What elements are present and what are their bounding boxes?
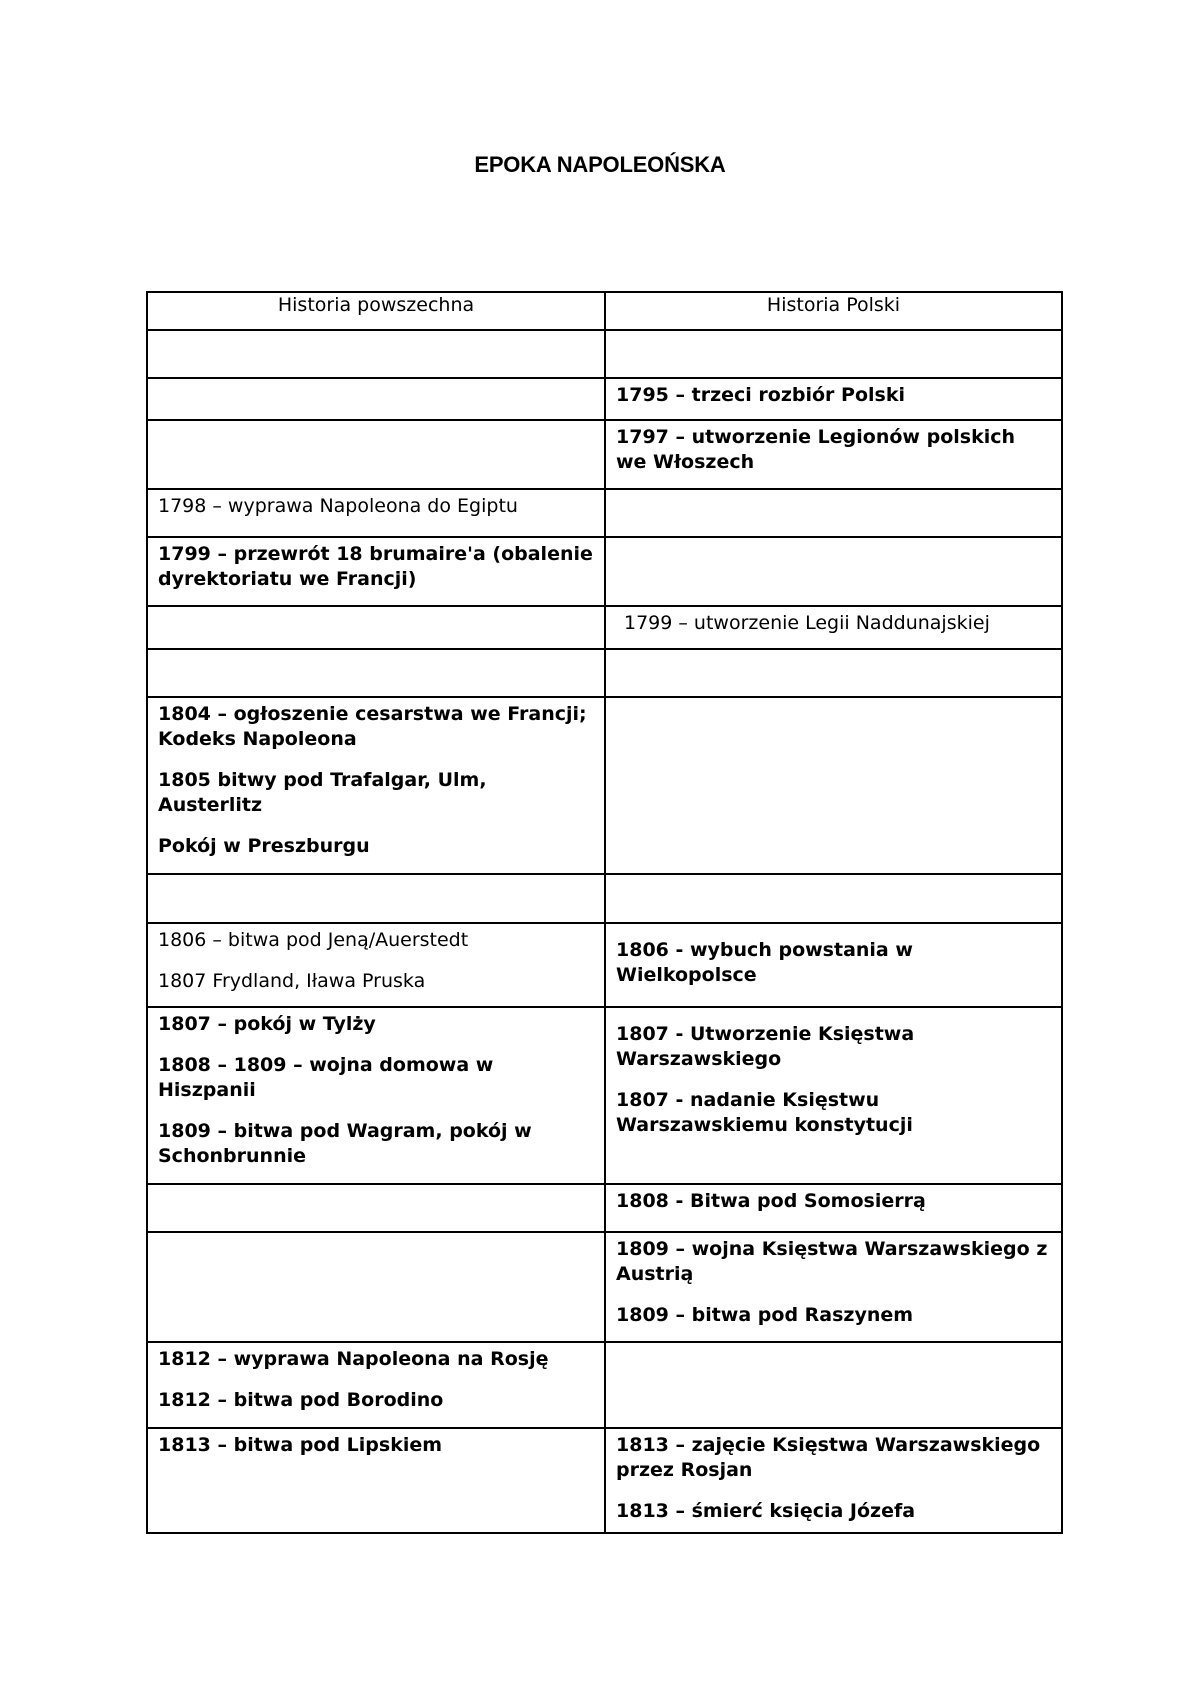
table-row — [147, 1428, 1062, 1533]
cell-polish-history — [605, 1232, 1062, 1342]
event-entry: 1797 – utworzenie Legionów polskich we Włoszech — [616, 426, 1015, 473]
cell-polish-history — [605, 923, 1062, 1007]
event-entry: 1808 - Bitwa pod Somosierrą — [616, 1190, 926, 1212]
cell-world-history — [147, 330, 605, 378]
event-entry: 1799 – przewrót 18 brumaire'a (obalenie dyrektoriatu we Francji) — [158, 543, 593, 590]
event-entry: 1807 – pokój w Tylży — [158, 1013, 376, 1035]
cell-world-history — [147, 606, 605, 649]
cell-polish-history — [605, 697, 1062, 874]
header-world-history: Historia powszechna — [147, 292, 605, 330]
table-row — [147, 378, 1062, 420]
table-row — [147, 649, 1062, 697]
cell-world-history — [147, 1007, 605, 1184]
table-row — [147, 1007, 1062, 1184]
table-row — [147, 1342, 1062, 1428]
cell-world-history — [147, 537, 605, 606]
cell-world-history — [147, 1184, 605, 1232]
cell-polish-history — [605, 378, 1062, 420]
cell-polish-history — [605, 874, 1062, 923]
timeline-table — [146, 291, 1063, 1534]
event-entry: 1812 – bitwa pod Borodino — [158, 1389, 444, 1411]
cell-polish-history — [605, 606, 1062, 649]
cell-world-history — [147, 1342, 605, 1428]
table-row — [147, 1184, 1062, 1232]
cell-polish-history — [605, 1007, 1062, 1184]
event-entry: 1809 – bitwa pod Wagram, pokój w Schonbrunnie — [158, 1120, 532, 1167]
event-entry: 1813 – bitwa pod Lipskiem — [158, 1434, 443, 1456]
event-entry: 1808 – 1809 – wojna domowa w Hiszpanii — [158, 1054, 494, 1101]
table-row — [147, 330, 1062, 378]
table-row — [147, 606, 1062, 649]
event-entry: 1807 - Utworzenie Księstwa Warszawskiego — [616, 1023, 915, 1070]
event-entry: 1799 – utworzenie Legii Naddunajskiej — [624, 612, 990, 634]
event-entry: 1812 – wyprawa Napoleona na Rosję — [158, 1348, 549, 1370]
event-entry: 1806 - wybuch powstania w Wielkopolsce — [616, 939, 913, 986]
cell-polish-history — [605, 330, 1062, 378]
event-entry: 1813 – zajęcie Księstwa Warszawskiego przez Rosjan — [616, 1434, 1041, 1481]
cell-world-history — [147, 1428, 605, 1533]
table-row — [147, 874, 1062, 923]
event-entry: 1813 – śmierć księcia Józefa — [616, 1500, 916, 1522]
table-row — [147, 923, 1062, 1007]
table-row — [147, 1232, 1062, 1342]
event-entry: Pokój w Preszburgu — [158, 835, 370, 857]
event-entry: 1798 – wyprawa Napoleona do Egiptu — [158, 495, 518, 517]
event-entry: 1809 – wojna Księstwa Warszawskiego z Austrią — [616, 1238, 1048, 1285]
cell-polish-history — [605, 1428, 1062, 1533]
cell-world-history — [147, 489, 605, 537]
cell-polish-history — [605, 649, 1062, 697]
cell-polish-history — [605, 1184, 1062, 1232]
cell-world-history — [147, 697, 605, 874]
event-entry: 1807 - nadanie Księstwu Warszawskiemu konstytucji — [616, 1089, 913, 1136]
cell-world-history — [147, 649, 605, 697]
table-row — [147, 537, 1062, 606]
table-row — [147, 420, 1062, 489]
cell-world-history — [147, 923, 605, 1007]
event-entry: 1795 – trzeci rozbiór Polski — [616, 384, 905, 406]
timeline-body — [147, 330, 1062, 1533]
cell-world-history — [147, 378, 605, 420]
cell-polish-history — [605, 420, 1062, 489]
cell-polish-history — [605, 1342, 1062, 1428]
table-row — [147, 697, 1062, 874]
cell-world-history — [147, 874, 605, 923]
event-entry: 1807 Frydland, Iława Pruska — [158, 970, 426, 992]
cell-world-history — [147, 420, 605, 489]
event-entry: 1809 – bitwa pod Raszynem — [616, 1304, 914, 1326]
table-header-row — [147, 292, 1062, 330]
cell-polish-history — [605, 489, 1062, 537]
table-row — [147, 489, 1062, 537]
event-entry: 1806 – bitwa pod Jeną/Auerstedt — [158, 929, 469, 951]
event-entry: 1805 bitwy pod Trafalgar, Ulm, Austerlitz — [158, 769, 487, 816]
header-polish-history: Historia Polski — [605, 292, 1062, 330]
cell-world-history — [147, 1232, 605, 1342]
cell-polish-history — [605, 537, 1062, 606]
page-title: EPOKA NAPOLEOŃSKA — [474, 152, 726, 177]
event-entry: 1804 – ogłoszenie cesarstwa we Francji; Kodeks Napoleona — [158, 703, 587, 750]
